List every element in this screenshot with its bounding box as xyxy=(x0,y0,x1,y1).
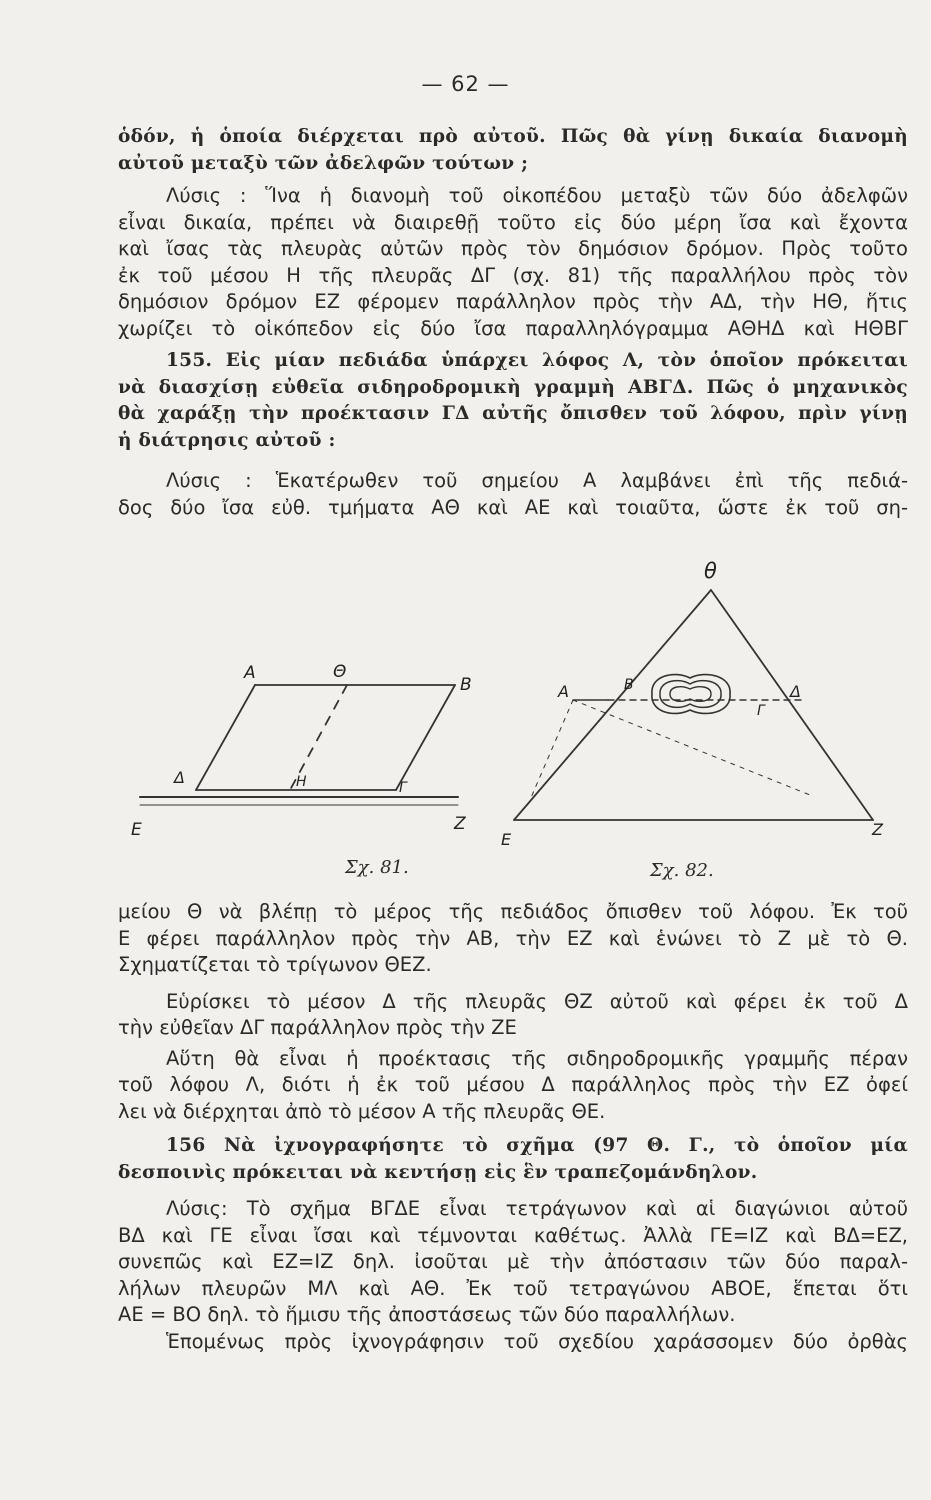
page-number: — 62 — xyxy=(421,72,510,96)
fig81-label-gamma: Γ xyxy=(399,780,407,796)
construction-dashed-2 xyxy=(573,700,810,795)
figure-82-drawing xyxy=(501,559,884,849)
solution-155-line: δος δύο ἴσα εὐθ. τμήματα ΑΘ καὶ ΑΕ καὶ τοιαῦτα, ὥστε ἐκ τοῦ ση- xyxy=(118,495,908,519)
hill-contour-middle xyxy=(660,681,721,708)
solution-line: δημόσιον δρόμον ΕΖ φέρομεν παράλληλον πρὸς τὴν ΑΔ, τὴν ΗΘ, ἥτις xyxy=(118,290,908,313)
problem-155-line: 155. Εἰς μίαν πεδιάδα ὑπάρχει λόφος Λ, τὸν ὁποῖον πρόκειται xyxy=(166,350,908,371)
hill-contour-inner xyxy=(670,687,711,702)
fig81-label-b: B xyxy=(460,675,472,695)
extension-line: λει νὰ διέρχηται ἀπὸ τὸ μέσον Α τῆς πλευρᾶς ΘΕ. xyxy=(118,1099,606,1123)
extension-line: τοῦ λόφου Λ, διότι ἡ ἐκ τοῦ μέσου Δ παράλληλος πρὸς τὴν ΕΖ ὀφεί xyxy=(118,1073,908,1096)
solution-line: ἐκ τοῦ μέσου Η τῆς πλευρᾶς ΔΓ (σχ. 81) τῆς παραλλήλου πρὸς τὸν xyxy=(118,263,908,287)
solution-line: εἶναι δικαία, πρέπει νὰ διαιρεθῇ τοῦτο εἰς δύο μέρη ἴσα καὶ ἔχοντα xyxy=(118,210,908,234)
fig82-label-b: B xyxy=(624,677,634,693)
midpoint-line: Εὑρίσκει τὸ μέσον Δ τῆς πλευρᾶς ΘΖ αὐτοῦ καὶ φέρει ἐκ τοῦ Δ xyxy=(166,989,908,1013)
figure-82-caption: Σχ. 82. xyxy=(650,860,714,881)
fig81-label-delta: Δ xyxy=(174,768,185,787)
solution-line: καὶ ἴσας τὰς πλευρὰς αὐτῶν πρὸς τὸν δημόσιον δρόμον. Πρὸς τοῦτο xyxy=(118,237,908,260)
text-bottom xyxy=(118,899,908,1355)
problem-156-line: 156 Νὰ ἰχνογραφήσητε τὸ σχῆμα (97 Θ. Γ., τὸ ὁποῖον μία xyxy=(166,1135,908,1156)
problem-text-line: ὁδόν, ἡ ὁποία διέρχεται πρὸ αὐτοῦ. Πῶς θὰ γίνῃ δικαία διανομὴ xyxy=(118,126,908,147)
fig82-label-delta: Δ xyxy=(790,682,801,701)
side-theta-z xyxy=(711,590,873,820)
problem-156-line: δεσποινὶς πρόκειται νὰ κεντήσῃ εἰς ἓν τραπεζομάνδηλον. xyxy=(118,1161,758,1183)
solution-line: Λύσις : Ἵνα ἡ διανομὴ τοῦ οἰκοπέδου μεταξὺ τῶν δύο ἀδελφῶν xyxy=(166,184,908,207)
solution-156-line: Ἑπομένως πρὸς ἰχνογράφησιν τοῦ σχεδίου χαράσσομεν δύο ὀρθὰς xyxy=(166,1329,908,1353)
fig81-label-h: H xyxy=(296,774,307,790)
fig82-label-gamma: Γ xyxy=(757,703,765,719)
solution-155-line: μείου Θ νὰ βλέπῃ τὸ μέρος τῆς πεδιάδος ὄπισθεν τοῦ λόφου. Ἐκ τοῦ xyxy=(118,900,908,923)
solution-156-line: συνεπῶς καὶ ΕΖ=ΙΖ δηλ. ἰσοῦται μὲ τὴν ἀπόστασιν τῶν δύο παραλ- xyxy=(118,1250,908,1273)
figure-81-caption: Σχ. 81. xyxy=(345,857,409,878)
fig81-label-e: E xyxy=(131,820,142,840)
construction-dashed xyxy=(530,700,573,800)
side-bg xyxy=(396,685,455,790)
solution-155-line: Σχηματίζεται τὸ τρίγωνον ΘΕΖ. xyxy=(118,953,432,976)
solution-156-line: ΑΕ = ΒΟ δηλ. τὸ ἥμισυ τῆς ἀποστάσεως τῶν δύο παραλλήλων. xyxy=(118,1303,736,1326)
fig81-label-z: Z xyxy=(454,814,466,834)
problem-155-line: ἡ διάτρησις αὐτοῦ : xyxy=(118,429,336,451)
fig82-label-theta: θ xyxy=(704,559,717,583)
figure-81-drawing xyxy=(131,662,472,840)
solution-line: χωρίζει τὸ οἰκόπεδον εἰς δύο ἴσα παραλληλόγραμμα ΑΘΗΔ καὶ ΗΘΒΓ xyxy=(118,316,908,340)
solution-155-line: Ε φέρει παράλληλον πρὸς τὴν ΑΒ, τὴν ΕΖ καὶ ἑνώνει τὸ Ζ μὲ τὸ Θ. xyxy=(118,926,908,950)
side-theta-e xyxy=(514,590,711,820)
midpoint-line: τὴν εὐθεῖαν ΔΓ παράλληλον πρὸς τὴν ΖΕ xyxy=(118,1016,517,1039)
fig82-label-a: A xyxy=(558,682,569,701)
problem-text-line: αὐτοῦ μεταξὺ τῶν ἀδελφῶν τούτων ; xyxy=(118,152,529,174)
solution-156-line: Λύσις: Τὸ σχῆμα ΒΓΔΕ εἶναι τετράγωνον καὶ αἱ διαγώνιοι αὐτοῦ xyxy=(166,1197,908,1220)
side-ad xyxy=(196,685,255,790)
solution-156-line: ΒΔ καὶ ΓΕ εἶναι ἴσαι καὶ τέμνονται καθέτως. Ἀλλὰ ΓΕ=ΙΖ καὶ ΒΔ=ΕΖ, xyxy=(118,1223,908,1247)
fig82-label-z: Z xyxy=(872,820,883,839)
fig81-label-theta: Θ xyxy=(333,662,347,682)
extension-line: Αὕτη θὰ εἶναι ἡ προέκτασις τῆς σιδηροδρομικῆς γραμμῆς πέραν xyxy=(166,1046,908,1070)
fig81-label-a: A xyxy=(244,663,256,683)
solution-156-line: λήλων πλευρῶν ΜΛ καὶ ΑΘ. Ἐκ τοῦ τετραγώνου ΑΒΟΕ, ἕπεται ὅτι xyxy=(118,1276,908,1300)
problem-155-line: θὰ χαράξῃ τὴν προέκτασιν ΓΔ αὐτῆς ὄπισθεν τοῦ λόφου, πρὶν γίνῃ xyxy=(118,403,908,424)
problem-155-line: νὰ διασχίσῃ εὐθεῖα σιδηροδρομικὴ γραμμὴ ΑΒΓΔ. Πῶς ὁ μηχανικὸς xyxy=(118,376,908,398)
hill-contour-outer xyxy=(652,675,730,714)
solution-155-line: Λύσις : Ἑκατέρωθεν τοῦ σημείου Α λαμβάνει ἐπὶ τῆς πεδιά- xyxy=(166,469,908,492)
fig82-label-e: E xyxy=(501,830,512,849)
